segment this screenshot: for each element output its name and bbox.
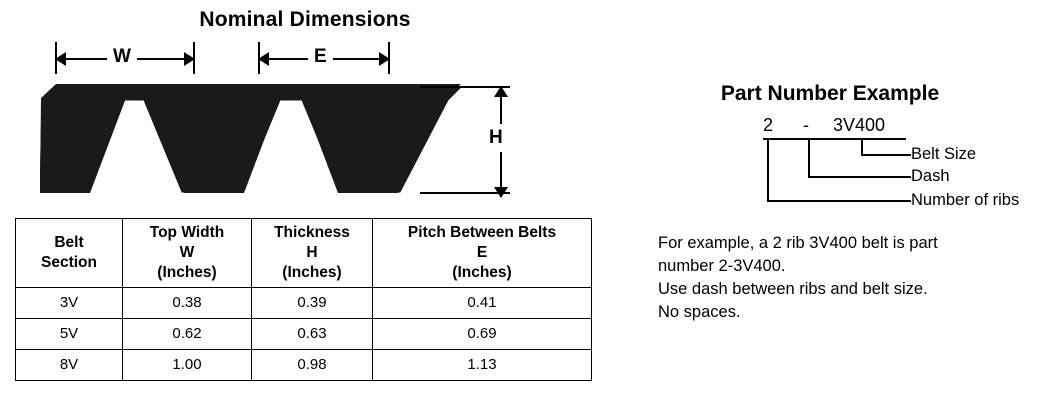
leader-horizontal-belt-size	[861, 154, 911, 156]
nominal-dimensions-title: Nominal Dimensions	[199, 8, 411, 31]
leader-vertical-ribs	[767, 140, 769, 202]
leader-horizontal-dash	[808, 176, 911, 178]
cell-top-width: 0.38	[123, 288, 252, 319]
arrow-left-icon	[258, 52, 269, 66]
cell-belt-section: 8V	[16, 350, 123, 381]
note-line: For example, a 2 rib 3V400 belt is part	[658, 234, 938, 252]
table-row	[16, 288, 592, 319]
cell-belt-section: 3V	[16, 288, 123, 319]
belt-cross-section-drawing	[40, 80, 480, 200]
table-header-thickness: Thickness H (Inches)	[252, 219, 373, 288]
leader-horizontal-ribs	[767, 200, 911, 202]
arrow-up-icon	[494, 86, 508, 97]
leader-vertical-dash	[808, 140, 810, 178]
table-row	[16, 350, 592, 381]
cell-belt-section: 5V	[16, 319, 123, 350]
table-header-pitch-between-belts: Pitch Between Belts E (Inches)	[373, 219, 592, 288]
callout-belt-size: Belt Size	[911, 145, 977, 163]
table-row	[16, 319, 592, 350]
dimension-h	[486, 86, 516, 198]
dimension-w	[55, 48, 195, 68]
table-header-top-width: Top Width W (Inches)	[123, 219, 252, 288]
cell-pitch: 0.41	[373, 288, 592, 319]
arrow-right-icon	[184, 52, 195, 66]
part-number-ribs: 2	[763, 115, 774, 135]
belt-dimensions-table	[15, 218, 592, 381]
note-line: Use dash between ribs and belt size.	[658, 280, 928, 298]
cell-top-width: 1.00	[123, 350, 252, 381]
cell-thickness: 0.39	[252, 288, 373, 319]
arrow-right-icon	[379, 52, 390, 66]
cell-pitch: 0.69	[373, 319, 592, 350]
note-line: number 2-3V400.	[658, 257, 786, 275]
dimension-label-e: E	[308, 45, 333, 69]
part-number-underline	[763, 138, 906, 140]
part-number-belt-size: 3V400	[833, 115, 886, 135]
part-number-string	[655, 112, 1005, 138]
callout-number-of-ribs: Number of ribs	[911, 191, 1020, 209]
cell-pitch: 1.13	[373, 350, 592, 381]
arrow-down-icon	[494, 187, 508, 198]
right-panel	[655, 0, 1064, 412]
cell-top-width: 0.62	[123, 319, 252, 350]
note-line: No spaces.	[658, 303, 741, 321]
arrow-left-icon	[55, 52, 66, 66]
callout-dash: Dash	[911, 167, 950, 185]
part-number-dash: -	[803, 115, 809, 135]
table-header-row	[16, 219, 592, 288]
dimension-e	[258, 48, 390, 68]
cell-thickness: 0.63	[252, 319, 373, 350]
cell-thickness: 0.98	[252, 350, 373, 381]
part-number-example-title: Part Number Example	[720, 82, 940, 105]
explanatory-note	[658, 232, 1058, 324]
dimension-label-w: W	[107, 45, 137, 69]
table-header-belt-section: Belt Section	[16, 219, 123, 288]
dimension-label-h: H	[488, 124, 504, 152]
